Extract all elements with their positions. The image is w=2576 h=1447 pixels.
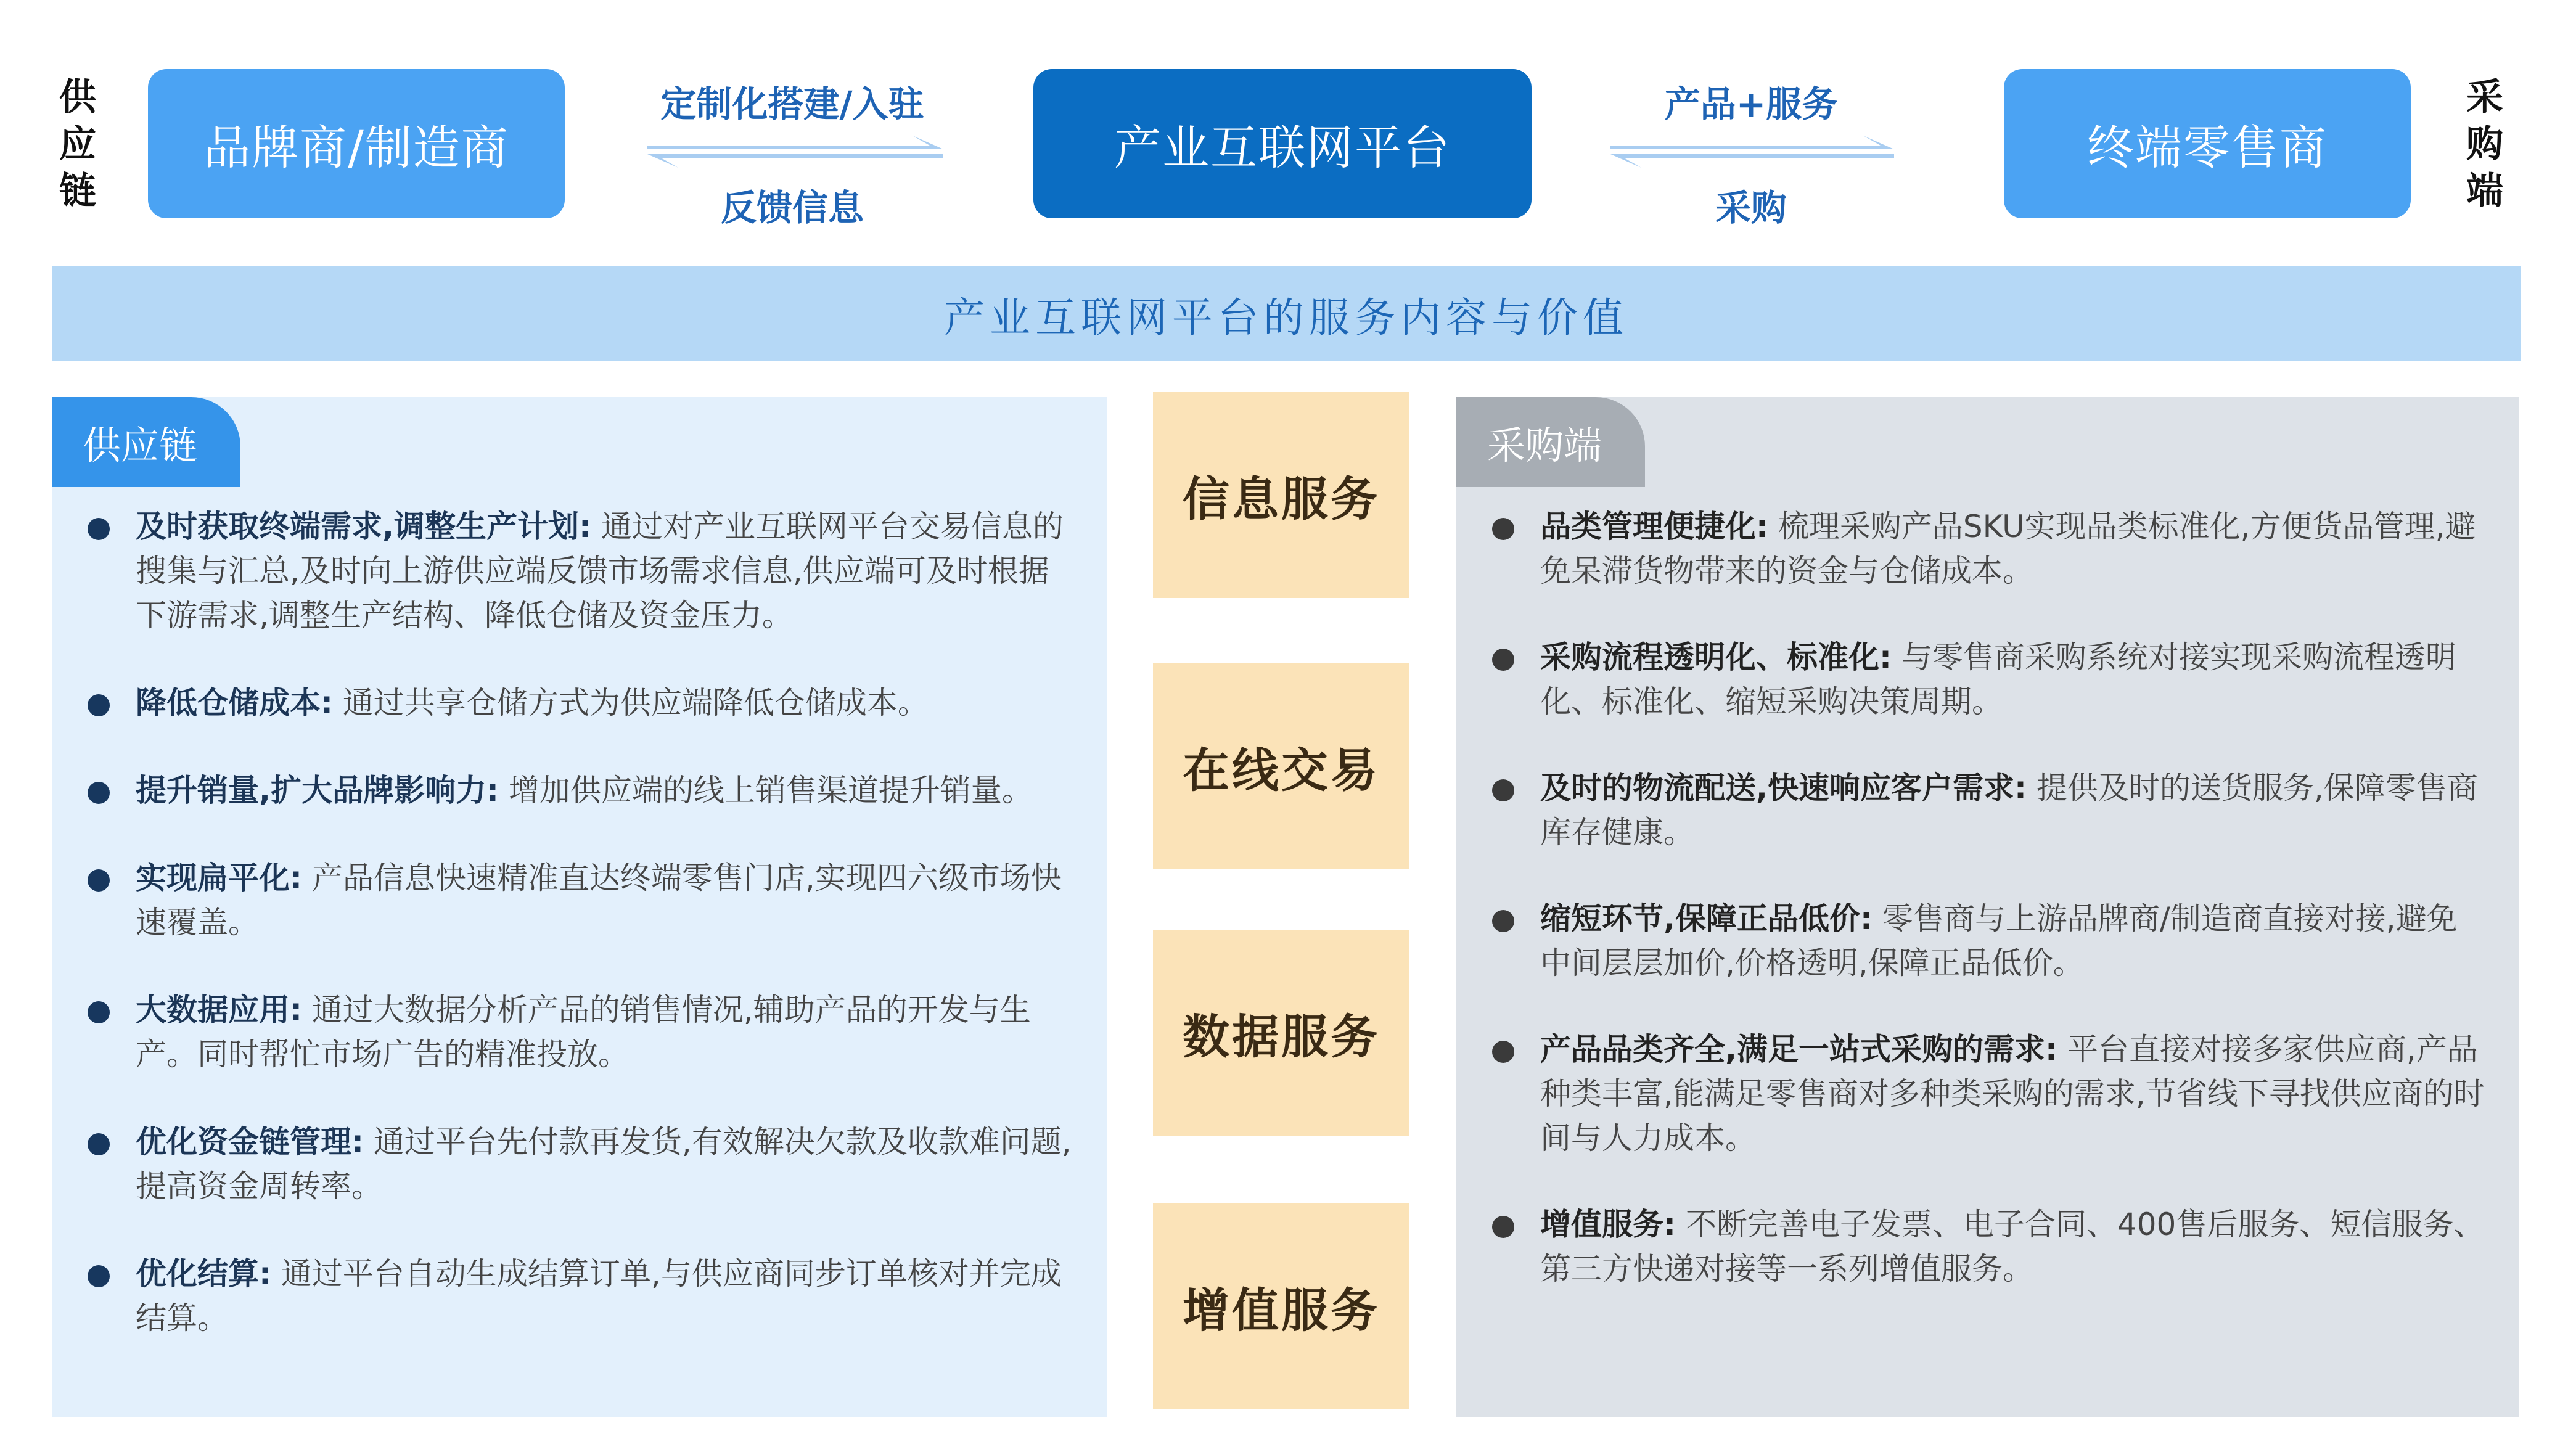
bullet-icon: [1492, 910, 1514, 932]
bullet-icon: [88, 1133, 110, 1155]
bullet-icon: [88, 1265, 110, 1287]
list-item: 实现扁平化: 产品信息快速精准直达终端零售门店,实现四六级市场快速覆盖。: [86, 856, 1073, 945]
supply-panel: [52, 397, 1107, 1417]
bullet-icon: [1492, 779, 1514, 801]
bullet-icon: [1492, 1216, 1514, 1238]
list-item: 产品品类齐全,满足一站式采购的需求: 平台直接对接多家供应商,产品种类丰富,能满足零售商对多种类采购的需求,节省线下寻找供应商的时间与人力成本。: [1491, 1027, 2485, 1160]
list-item: 降低仓储成本: 通过共享仓储方式为供应端降低仓储成本。: [86, 681, 1073, 725]
purchase-side-label: 采 购 端: [2466, 76, 2503, 213]
list-item: 大数据应用: 通过大数据分析产品的销售情况,辅助产品的开发与生产。同时帮忙市场广告的精准投放。: [86, 988, 1073, 1076]
purchase-panel: [1456, 397, 2519, 1417]
bullet-icon: [88, 869, 110, 892]
list-item: 增值服务: 不断完善电子发票、电子合同、400售后服务、短信服务、第三方快递对接等一系列增值服务。: [1491, 1202, 2485, 1291]
retailer-node: 终端零售商: [2004, 69, 2411, 218]
list-item: 提升销量,扩大品牌影响力: 增加供应端的线上销售渠道提升销量。: [86, 768, 1073, 813]
bullet-icon: [88, 782, 110, 804]
bullet-icon: [1492, 649, 1514, 671]
list-item: 缩短环节,保障正品低价: 零售商与上游品牌商/制造商直接对接,避免中间层层加价,价格透明,保障正品低价。: [1491, 896, 2485, 985]
bidirectional-arrow-icon: [1610, 132, 1894, 175]
product-service-label: 产品+服务: [1664, 83, 1838, 125]
purchase-label: 采购: [1715, 187, 1787, 229]
bullet-icon: [1492, 1041, 1514, 1063]
supply-tab: 供应链: [52, 397, 240, 487]
data-service-box: 数据服务: [1153, 930, 1409, 1136]
value-added-service-box: 增值服务: [1153, 1203, 1409, 1409]
section-banner: 产业互联网平台的服务内容与价值: [52, 266, 2521, 361]
bullet-icon: [88, 518, 110, 540]
purchase-tab: 采购端: [1456, 397, 1645, 487]
list-item: 及时获取终端需求,调整生产计划: 通过对产业互联网平台交易信息的搜集与汇总,及时向上游供应端反馈市场需求信息,供应端可及时根据下游需求,调整生产结构、降低仓储及资金压力。: [86, 504, 1073, 637]
feedback-label: 反馈信息: [720, 187, 864, 229]
list-item: 优化资金链管理: 通过平台先付款再发货,有效解决欠款及收款难问题,提高资金周转率。: [86, 1120, 1073, 1208]
list-item: 采购流程透明化、标准化: 与零售商采购系统对接实现采购流程透明化、标准化、缩短采购决策周期。: [1491, 635, 2485, 724]
supply-side-label: 供 应 链: [59, 76, 96, 213]
bullet-icon: [1492, 518, 1514, 540]
bullet-icon: [88, 1001, 110, 1023]
bidirectional-arrow-icon: [647, 132, 943, 175]
info-service-box: 信息服务: [1153, 392, 1409, 598]
list-item: 品类管理便捷化: 梳理采购产品SKU实现品类标准化,方便货品管理,避免呆滞货物带来的资金与仓储成本。: [1491, 504, 2485, 593]
list-item: 优化结算: 通过平台自动生成结算订单,与供应商同步订单核对并完成结算。: [86, 1252, 1073, 1340]
online-trade-box: 在线交易: [1153, 663, 1409, 869]
list-item: 及时的物流配送,快速响应客户需求: 提供及时的送货服务,保障零售商库存健康。: [1491, 766, 2485, 855]
brand-manufacturer-node: 品牌商/制造商: [148, 69, 565, 218]
customize-label: 定制化搭建/入驻: [660, 83, 924, 125]
platform-node: 产业互联网平台: [1033, 69, 1532, 218]
bullet-icon: [88, 694, 110, 716]
